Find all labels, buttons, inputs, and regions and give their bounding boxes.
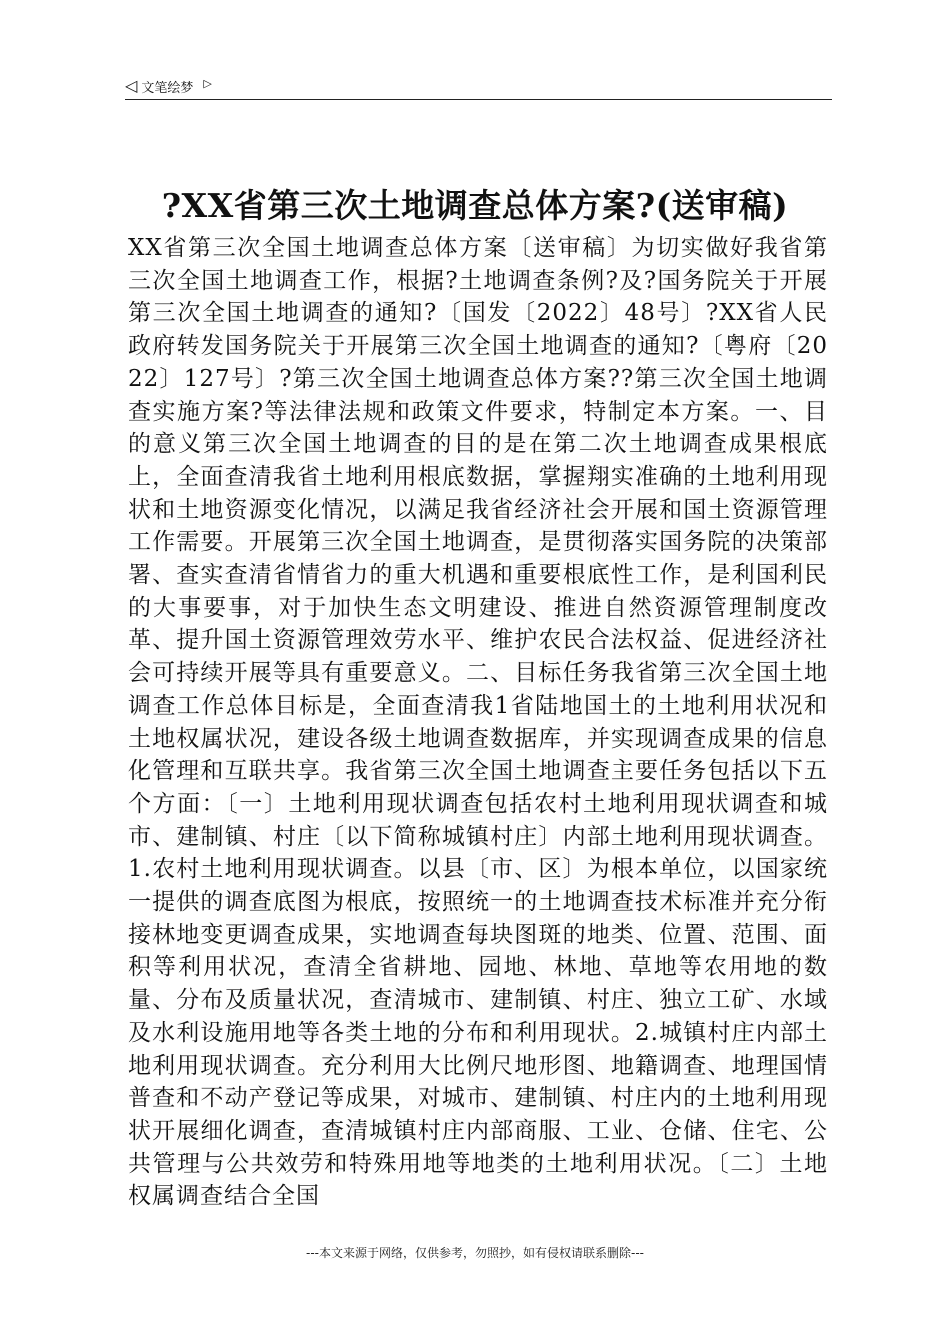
- page-header: [125, 73, 832, 100]
- triangle-left-icon: ◁: [125, 76, 138, 95]
- triangle-right-icon: ▷: [203, 76, 212, 90]
- brand-name: 文笔绘梦: [141, 80, 194, 96]
- document-title: ?XX省第三次土地调查总体方案?(送审稿): [161, 186, 789, 225]
- footer-disclaimer: ---本文来源于网络，仅供参考，勿照抄，如有侵权请联系删除---: [306, 1246, 644, 1260]
- document-body: XX省第三次全国土地调查总体方案〔送审稿〕为切实做好我省第三次全国土地调查工作，根据?土地调查条例?及?国务院关于开展第三次全国土地调查的通知?〔国发〔2022〕48号〕?XX省人民政府转发国务院关于开展第三次全国土地调查的通知?〔粤府〔2022〕127号〕?第三次全国土地调查总体方案??第三次全国土地调查实施方案?等法律法规和政策文件要求，特制定本方案。一、目的意义第三次全国土地调查的目的是在第二次土地调查成果根底上，全面查清我省土地利用根底数据，掌握翔实准确的土地利用现状和土地资源变化情况，以满足我省经济社会开展和国土资源管理工作需要。开展第三次全国土地调查，是贯彻落实国务院的决策部署、查实查清省情省力的重大机遇和重要根底性工作，是利国利民的大事要事，对于加快生态文明建设、推进自然资源管理制度改革、提升国土资源管理效劳水平、维护农民合法权益、促进经济社会可持续开展等具有重要意义。二、目标任务我省第三次全国土地调查工作总体目标是，全面查清我1省陆地国土的土地利用状况和土地权属状况，建设各级土地调查数据库，并实现调查成果的信息化管理和互联共享。我省第三次全国土地调查主要任务包括以下五个方面：〔一〕土地利用现状调查包括农村土地利用现状调查和城市、建制镇、村庄〔以下简称城镇村庄〕内部土地利用现状调查。1.农村土地利用现状调查。以县〔市、区〕为根本单位，以国家统一提供的调查底图为根底，按照统一的土地调查技术标准并充分衔接林地变更调查成果，实地调查每块图斑的地类、位置、范围、面积等利用状况，查清全省耕地、园地、林地、草地等农用地的数量、分布及质量状况，查清城市、建制镇、村庄、独立工矿、水域及水利设施用地等各类土地的分布和利用现状。2.城镇村庄内部土地利用现状调查。充分利用大比例尺地形图、地籍调查、地理国情普查和不动产登记等成果，对城市、建制镇、村庄内的土地利用现状开展细化调查，查清城镇村庄内部商服、工业、仓储、住宅、公共管理与公共效劳和特殊用地等地类的土地利用状况。〔二〕土地权属调查结合全国: [128, 235, 828, 1210]
